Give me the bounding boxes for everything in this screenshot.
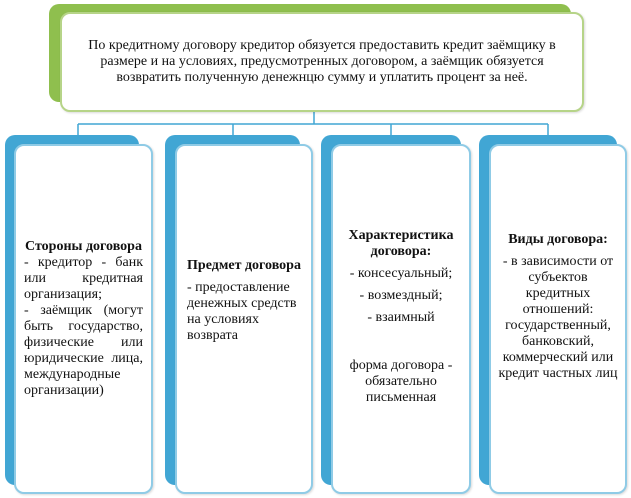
characteristics-box [331, 144, 471, 494]
parties-item-2: - заёмщик (могут быть государство, физические или юридические лица, международные организации) [24, 303, 143, 398]
parties-box [14, 144, 153, 494]
characteristics-form: форма договора - обязательно письменная [349, 358, 453, 405]
characteristics-item-3: - взаимный [367, 310, 435, 325]
definition-box [60, 12, 584, 112]
subject-heading: Предмет договора [187, 258, 301, 273]
characteristics-heading: Характеристика договора: [348, 228, 454, 259]
types-heading: Виды договора: [508, 232, 608, 247]
subject-item-1: - предоставление денежных средств на условиях возврата [187, 280, 297, 343]
subject-box [175, 144, 313, 494]
characteristics-item-2: - возмездный; [359, 288, 443, 303]
types-box [489, 144, 627, 494]
types-item-1: - в зависимости от субъектов кредитных отношений: государственный, банковский, коммерческий или кредит частных лиц [498, 254, 618, 381]
parties-item-1: - кредитор - банк или кредитная организация; [24, 255, 143, 302]
definition-text: По кредитному договору кредитор обязуется предоставить кредит заёмщику в размере и на условиях, предусмотренных договором, а заёмщик обязуется возвратить полученную денежнцю сумму и уплатить процент за неё. [88, 38, 556, 85]
parties-heading: Стороны договора [25, 239, 142, 254]
characteristics-item-1: - консесуальный; [349, 266, 453, 281]
